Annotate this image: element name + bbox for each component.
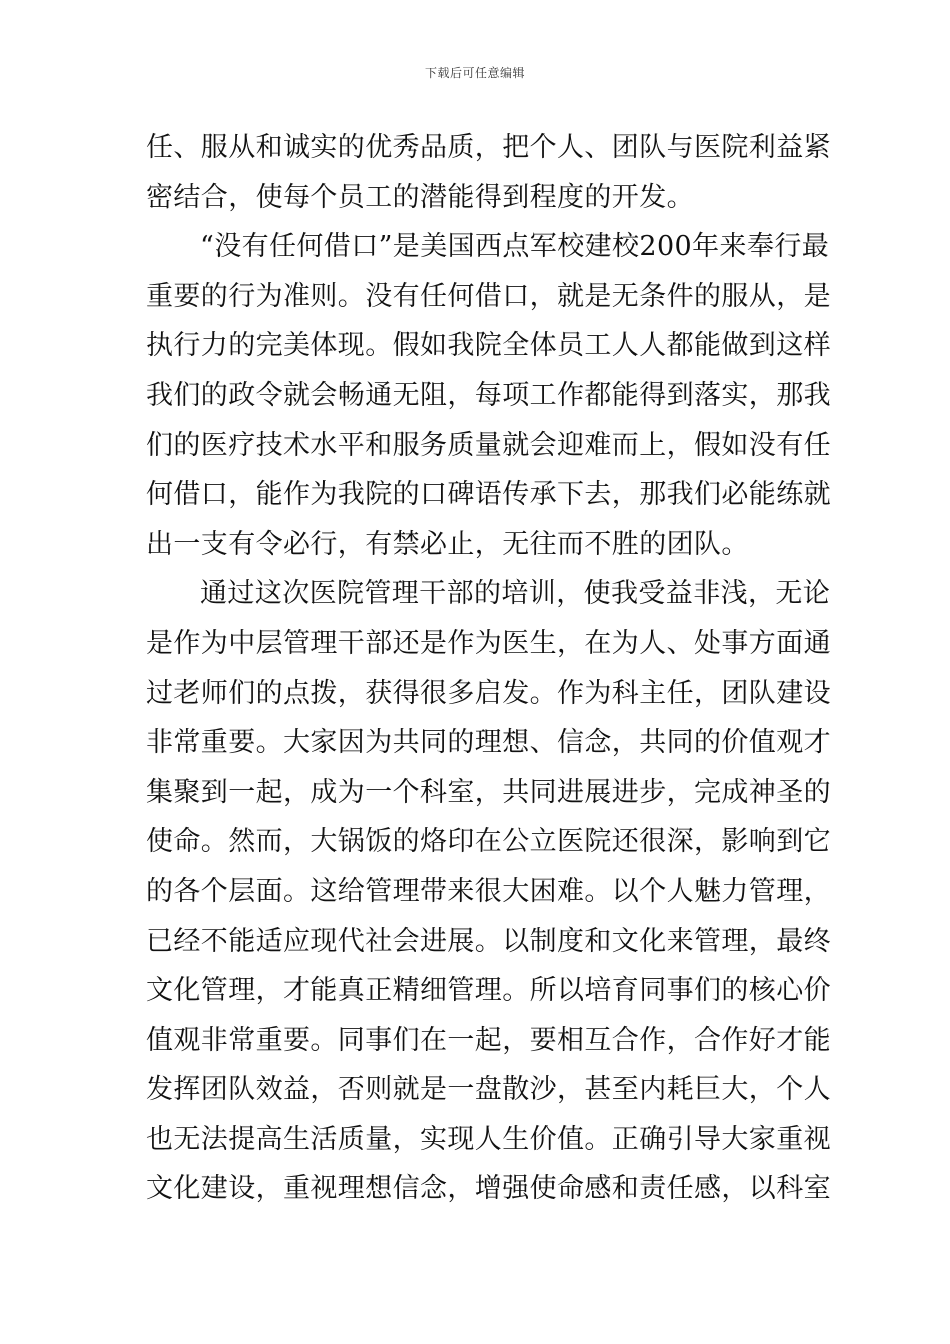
text-line: 任、服从和诚实的优秀品质，把个人、团队与医院利益紧 xyxy=(146,132,831,163)
text-line: 重要的行为准则。没有任何借口，就是无条件的服从，是 xyxy=(146,280,831,312)
text-line: 集聚到一起，成为一个科室，共同进展进步，完成神圣的 xyxy=(146,776,831,808)
paragraph-start-line: “没有任何借口”是美国西点军校建校200年来奉行最 xyxy=(200,231,830,263)
text-line: 密结合，使每个员工的潜能得到程度的开发。 xyxy=(146,181,694,213)
paragraph-start-line: 通过这次医院管理干部的培训，使我受益非浅，无论 xyxy=(200,578,831,610)
text-line: 的各个层面。这给管理带来很大困难。以个人魅力管理， xyxy=(146,875,831,907)
text-line: 文化管理，才能真正精细管理。所以培育同事们的核心价 xyxy=(146,975,831,1007)
document-body xyxy=(146,123,831,1214)
text-line: 使命。然而，大锅饭的烙印在公立医院还很深，影响到它 xyxy=(146,826,831,858)
text-line: 已经不能适应现代社会进展。以制度和文化来管理，最终 xyxy=(146,925,831,957)
text-line: 执行力的完美体现。假如我院全体员工人人都能做到这样 xyxy=(146,330,831,362)
text-line: 何借口，能作为我院的口碑语传承下去，那我们必能练就 xyxy=(146,479,831,511)
text-line: 是作为中层管理干部还是作为医生，在为人、处事方面通 xyxy=(146,627,831,659)
text-line: 出一支有令必行，有禁必止，无往而不胜的团队。 xyxy=(146,528,749,560)
text-line: 我们的政令就会畅通无阻，每项工作都能得到落实，那我 xyxy=(146,379,831,411)
text-line: 文化建设，重视理想信念，增强使命感和责任感，以科室 xyxy=(146,1173,831,1205)
text-line: 们的医疗技术水平和服务质量就会迎难而上，假如没有任 xyxy=(146,429,831,461)
text-line: 过老师们的点拨，获得很多启发。作为科主任，团队建设 xyxy=(146,677,831,709)
page-header: 下载后可任意编辑 xyxy=(424,66,525,80)
text-line: 值观非常重要。同事们在一起，要相互合作，合作好才能 xyxy=(146,1024,831,1056)
text-line: 非常重要。大家因为共同的理想、信念，共同的价值观才 xyxy=(146,727,831,759)
text-line: 也无法提高生活质量，实现人生价值。正确引导大家重视 xyxy=(146,1123,831,1155)
text-line: 发挥团队效益，否则就是一盘散沙，甚至内耗巨大，个人 xyxy=(146,1074,831,1106)
